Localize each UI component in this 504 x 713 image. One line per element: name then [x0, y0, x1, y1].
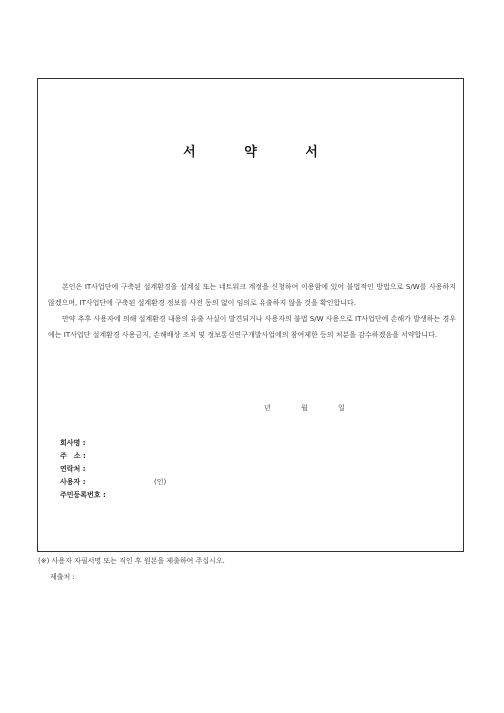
address-field [60, 450, 106, 463]
pledge-body [48, 279, 456, 343]
company-field [60, 437, 106, 450]
document-title: 서 약 서 [183, 145, 340, 160]
signer-fields [60, 437, 167, 502]
resident-id-label: 주민등록번호 : [60, 491, 106, 499]
user-field [60, 476, 167, 489]
submit-to-label: 제출처 : [50, 573, 75, 581]
resident-id-field [60, 489, 106, 502]
company-label: 회사명 : [60, 439, 86, 447]
user-label: 사용자 : [60, 478, 86, 486]
contact-field [60, 463, 106, 476]
month-label: 월 [301, 404, 308, 412]
contact-label: 연락처 : [60, 465, 86, 473]
day-label: 일 [338, 404, 345, 412]
document-frame [37, 78, 464, 552]
pledge-paragraph-1: 본인은 IT사업단에 구축된 설계환경을 설계실 또는 네트워크 계정을 신청하여 이용함에 있어 불법적인 방법으로 S/W를 사용하지 않겠으며, IT사업단에 구축된 설계환경 정보를 사전 동의 없이 임의로 유출하지 않을 것을 확인합니다. [48, 283, 456, 307]
year-label: 년 [264, 404, 271, 412]
address-label: 주 소 : [60, 452, 86, 460]
pledge-paragraph-2: 만약 추후 사용자에 의해 설계환경 내용의 유출 사실이 발견되거나 사용자의 불법 S/W 사용으로 IT사업단에 손해가 발생하는 경우에는 IT사업단 설계환경 사용금지, 손해배상 조치 및 정보통신연구개발사업에의 참여제한 등의 처분을 감수하겠음을 서약합니다. [48, 315, 456, 339]
seal-mark: (인) [154, 478, 167, 486]
footnote: (※) 사용자 자필서명 또는 직인 후 원본을 제출하여 주십시오. [38, 557, 225, 565]
date-line [264, 403, 345, 413]
